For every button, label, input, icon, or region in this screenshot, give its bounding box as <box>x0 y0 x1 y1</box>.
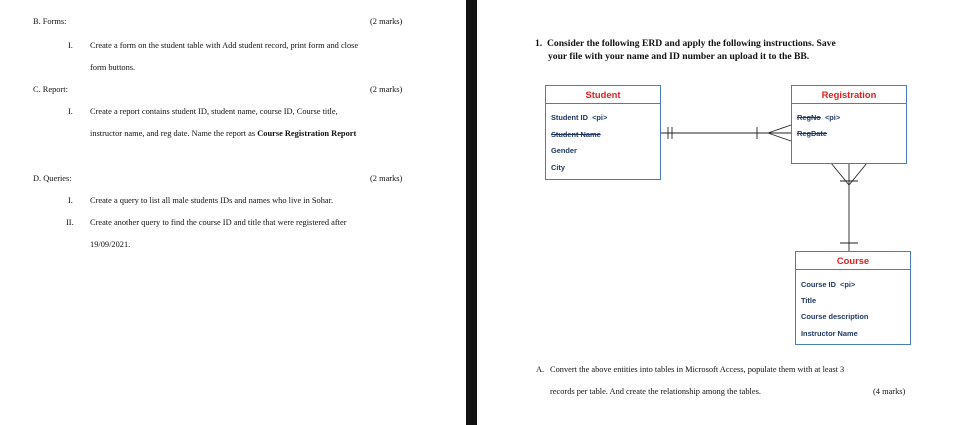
right-document-page <box>477 0 970 425</box>
query-item-text: Create another query to find the course ID and title that were registered after <box>90 218 347 227</box>
question-line-2: your file with your name and ID number an upload it to the BB. <box>548 50 810 62</box>
query-item-text-cont: 19/09/2021. <box>90 240 131 249</box>
report-item-plain: instructor name, and reg date. Name the report as <box>90 129 258 138</box>
attr-course-id: Course ID <pi> <box>801 280 856 289</box>
query-item-number: I. <box>68 196 73 205</box>
left-document-page <box>0 0 466 425</box>
crows-foot-upper <box>768 125 791 133</box>
attr-course-description: Course description <box>801 312 869 321</box>
query-item-text: Create a query to list all male students IDs and names who live in Sohar. <box>90 196 334 205</box>
report-item-number: I. <box>68 107 73 116</box>
attr-regno: RegNo <pi> <box>797 113 841 122</box>
attr-student-name: Student Name <box>551 130 601 139</box>
entity-registration <box>791 85 907 164</box>
report-marks: (2 marks) <box>370 85 403 94</box>
report-item-text-cont <box>90 128 356 139</box>
report-name: Course Registration Report <box>257 129 357 138</box>
forms-marks: (2 marks) <box>370 17 403 26</box>
entity-title: Student <box>546 86 660 104</box>
crows-foot-right <box>849 163 867 185</box>
crows-foot-lower <box>768 133 791 141</box>
report-item-text: Create a report contains student ID, student name, course ID, Course title, <box>90 107 338 116</box>
task-a-label: A. <box>536 365 545 374</box>
page-gutter <box>466 0 477 425</box>
attr-title: Title <box>801 296 817 305</box>
forms-item-text-cont: form buttons. <box>90 63 136 72</box>
forms-item-text: Create a form on the student table with Add student record, print form and close <box>90 41 359 50</box>
attr-gender: Gender <box>551 146 577 155</box>
attr-student-id: Student ID <pi> <box>551 113 608 122</box>
attr-city: City <box>551 163 565 172</box>
question-line-1: Consider the following ERD and apply the following instructions. Save <box>547 38 836 49</box>
crows-foot-left <box>831 163 849 185</box>
queries-marks: (2 marks) <box>370 174 403 183</box>
task-a-marks: (4 marks) <box>873 387 906 396</box>
report-heading: C. Report: <box>33 85 68 94</box>
entity-title: Registration <box>792 86 906 104</box>
query-item-number: II. <box>66 218 74 227</box>
entity-title: Course <box>796 252 910 270</box>
task-a-text-cont: records per table. And create the relationship among the tables. <box>550 387 761 396</box>
entity-student <box>545 85 661 180</box>
forms-item-number: I. <box>68 41 73 50</box>
attr-regdate: RegDate <box>797 129 827 138</box>
attr-instructor-name: Instructor Name <box>801 329 858 338</box>
forms-heading: B. Forms: <box>33 17 67 26</box>
question-number: 1. <box>535 38 543 49</box>
queries-heading: D. Queries: <box>33 174 72 183</box>
entity-course <box>795 251 911 345</box>
task-a-text: Convert the above entities into tables in Microsoft Access, populate them with at least 3 <box>550 365 845 374</box>
erd-relationship-lines <box>477 0 970 425</box>
